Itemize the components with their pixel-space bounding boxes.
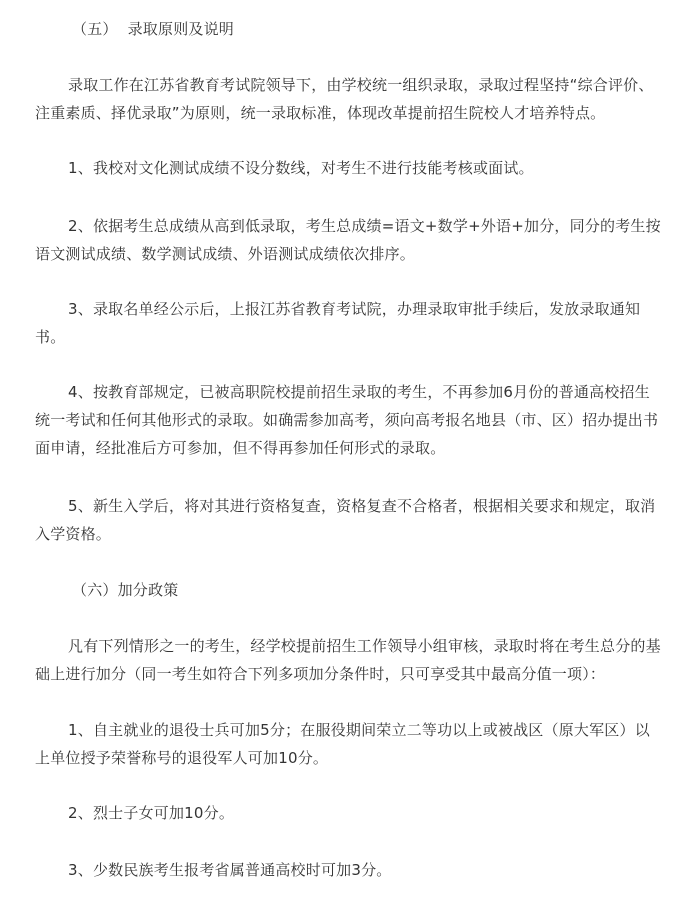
section-5-item-2: 2、依据考生总成绩从高到低录取，考生总成绩=语文+数学+外语+加分，同分的考生按语文测试成绩、数学测试成绩、外语测试成绩依次排序。 <box>35 217 661 263</box>
section-5-item-4: 4、按教育部规定，已被高职院校提前招生录取的考生，不再参加6月份的普通高校招生统一考试和任何其他形式的录取。如确需参加高考，须向高考报名地县（市、区）招办提出书面申请，经批准后方可参加，但不得再参加任何形式的录取。 <box>35 383 659 457</box>
section-5-item-1: 1、我校对文化测试成绩不设分数线，对考生不进行技能考核或面试。 <box>68 159 534 177</box>
section-5-item-5: 5、新生入学后，将对其进行资格复查，资格复查不合格者，根据相关要求和规定，取消入学资格。 <box>35 497 656 543</box>
section-5-heading <box>72 15 698 43</box>
section-6-item-2: 2、烈士子女可加10分。 <box>68 804 235 822</box>
section-5-number: （五） <box>72 20 118 38</box>
section-5-intro: 录取工作在江苏省教育考试院领导下，由学校统一组织录取，录取过程坚持“综合评价、注重素质、择优录取”为原则，统一录取标准，体现改革提前招生院校人才培养特点。 <box>35 76 654 122</box>
section-5-item-3: 3、录取名单经公示后，上报江苏省教育考试院，办理录取审批手续后，发放录取通知书。 <box>35 300 641 346</box>
section-6-intro: 凡有下列情形之一的考生，经学校提前招生工作领导小组审核，录取时将在考生总分的基础上进行加分（同一考生如符合下列多项加分条件时，只可享受其中最高分值一项）： <box>35 637 661 683</box>
section-5-title: 录取原则及说明 <box>127 20 235 38</box>
section-6-item-1: 1、自主就业的退役士兵可加5分；在服役期间荣立二等功以上或被战区（原大军区）以上单位授予荣誉称号的退役军人可加10分。 <box>35 721 650 767</box>
section-6-item-3: 3、少数民族考生报考省属普通高校时可加3分。 <box>68 861 392 879</box>
section-6-heading: （六）加分政策 <box>72 581 179 599</box>
